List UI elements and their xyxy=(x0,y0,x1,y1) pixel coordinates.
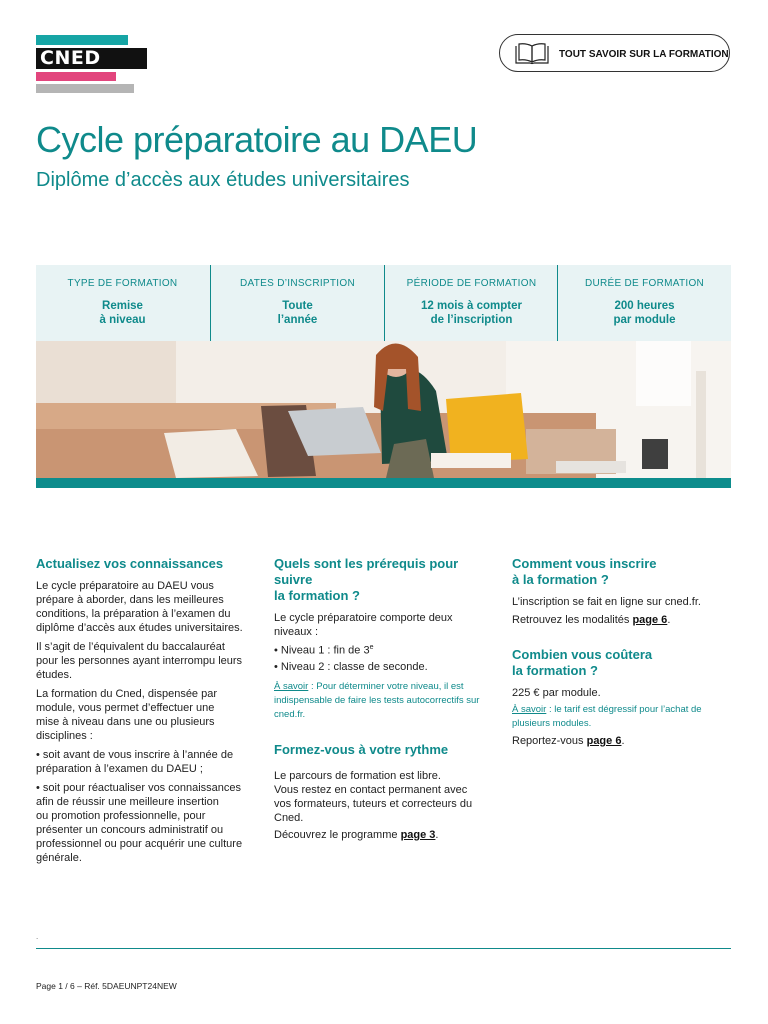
niveau-1-text: • Niveau 1 : fin de 3 xyxy=(274,644,370,657)
text-line: diplôme d’accès aux études universitaires. xyxy=(36,622,243,634)
text-line: vos formateurs, tuteurs et correcteurs du xyxy=(274,797,473,810)
heading-prerequis xyxy=(274,556,499,604)
niveau-1-sup: e xyxy=(369,644,374,651)
heading-line: la formation ? xyxy=(512,663,598,678)
note-text: indispensable de faire les tests autocorrectifs sur xyxy=(274,694,480,706)
text-line: • soit avant de vous inscrire à l’année de xyxy=(36,749,234,761)
footer-dot: . xyxy=(36,932,39,941)
text-line: Le cycle préparatoire comporte deux xyxy=(274,612,453,624)
reportez-line xyxy=(512,734,737,748)
photo-underline xyxy=(36,478,731,488)
text-line: niveaux : xyxy=(274,626,319,638)
text-line: Le cycle préparatoire au DAEU vous xyxy=(36,580,214,592)
heading-line: Comment vous inscrire xyxy=(512,556,657,571)
info-type-head: TYPE DE FORMATION xyxy=(67,278,178,289)
inscription-text: L’inscription se fait en ligne sur cned.fr. xyxy=(512,596,701,608)
cned-logo: CNED xyxy=(40,47,101,69)
page-subtitle: Diplôme d’accès aux études universitaires xyxy=(36,169,410,191)
text-line: préparation à l’examen du DAEU ; xyxy=(36,763,203,775)
text-line: Le parcours de formation est libre. xyxy=(274,769,441,782)
text-line: professionnel ou pour acquérir une culture xyxy=(36,838,243,850)
programme-end: . xyxy=(435,828,439,841)
heading-actualisez: Actualisez vos connaissances xyxy=(36,556,224,571)
a-savoir-label: À savoir xyxy=(274,680,309,692)
logo-bar-teal xyxy=(36,35,128,45)
heading-line: Quels sont les prérequis pour suivre xyxy=(274,556,459,587)
open-book-icon xyxy=(514,43,550,65)
reportez-text: Reportez-vous xyxy=(512,735,587,747)
info-duree-head: DURÉE DE FORMATION xyxy=(584,278,705,289)
heading-rythme: Formez-vous à votre rythme xyxy=(274,741,449,757)
heading-inscription xyxy=(512,556,737,588)
modalites-text: Retrouvez les modalités xyxy=(512,614,633,626)
text-line: générale. xyxy=(36,852,82,864)
info-dates-head: DATES D’INSCRIPTION xyxy=(240,278,355,289)
hero-photo xyxy=(36,341,731,478)
footer-divider xyxy=(36,948,731,949)
text-line: Cned. xyxy=(274,811,304,824)
text-line: prépare à aborder, dans les meilleures xyxy=(36,594,224,606)
info-type-line2: à niveau xyxy=(99,314,146,326)
programme-line xyxy=(274,828,499,842)
logo-bar-pink xyxy=(36,72,116,81)
note-text: : Pour déterminer votre niveau, il est xyxy=(308,680,464,692)
text-line: disciplines : xyxy=(36,730,93,742)
logo-bar-grey xyxy=(36,84,134,93)
text-line: ou promotion professionnelle, pour xyxy=(36,810,206,822)
niveau-2: • Niveau 2 : classe de seconde. xyxy=(274,660,428,673)
text-line: mise à niveau dans une ou plusieurs xyxy=(36,716,215,728)
text-line: La formation du Cned, dispensée par xyxy=(36,688,218,700)
programme-page-link[interactable]: page 3 xyxy=(400,828,436,841)
text-line: afin de réussir une meilleure insertion xyxy=(36,796,219,808)
text-line: • soit pour réactualiser vos connaissances xyxy=(36,782,242,794)
text-line: pour les personnes ayant interrompu leurs xyxy=(36,655,243,667)
info-type-line1: Remise xyxy=(102,300,143,312)
info-periode-line2: de l’inscription xyxy=(430,314,513,326)
a-savoir-label: À savoir xyxy=(512,704,547,715)
col-prerequis xyxy=(274,556,499,842)
text-line: module, vous permet d’effectuer une xyxy=(36,702,215,714)
info-periode-line1: 12 mois à compter xyxy=(421,300,522,312)
text-line: Vous restez en contact permanent avec xyxy=(274,783,468,796)
modalites-end: . xyxy=(667,614,671,626)
note-tarif xyxy=(512,703,737,731)
reportez-end: . xyxy=(621,735,625,747)
col-inscription xyxy=(512,556,737,748)
info-dates-line2: l’année xyxy=(277,314,318,326)
note-a-savoir xyxy=(274,680,499,722)
tarif-page-link[interactable]: page 6 xyxy=(586,735,622,747)
note-text: : le tarif est dégressif pour l’achat de xyxy=(546,704,702,715)
col-actualisez xyxy=(36,556,261,865)
text-line: conditions, la préparation à l’examen du xyxy=(36,608,231,620)
modalites-page-link[interactable]: page 6 xyxy=(632,614,668,626)
page-reference: Page 1 / 6 – Réf. 5DAEUNPT24NEW xyxy=(36,981,177,991)
price-text: 225 € par module. xyxy=(512,687,601,699)
info-dates xyxy=(211,265,384,341)
text-line: présenter un concours administratif ou xyxy=(36,824,224,836)
note-text: plusieurs modules. xyxy=(512,718,592,729)
info-periode xyxy=(385,265,558,341)
tout-savoir-label[interactable]: TOUT SAVOIR SUR LA FORMATION xyxy=(559,49,729,60)
heading-cout xyxy=(512,647,737,679)
note-text: cned.fr. xyxy=(274,708,306,720)
heading-line: Combien vous coûtera xyxy=(512,647,653,662)
heading-line: à la formation ? xyxy=(512,572,609,587)
info-duree xyxy=(558,265,731,341)
page-title: Cycle préparatoire au DAEU xyxy=(36,119,478,160)
info-dates-line1: Toute xyxy=(282,300,313,312)
text-line: Il s’agit de l’équivalent du baccalauréat xyxy=(36,641,225,653)
text-line: études. xyxy=(36,669,73,681)
info-type xyxy=(36,265,209,341)
info-duree-line1: 200 heures xyxy=(614,300,675,312)
info-duree-line2: par module xyxy=(613,314,676,326)
modalites-line xyxy=(512,613,737,627)
heading-line: la formation ? xyxy=(274,588,360,603)
info-periode-head: PÉRIODE DE FORMATION xyxy=(406,278,537,289)
niveau-1 xyxy=(274,641,499,658)
programme-text: Découvrez le programme xyxy=(274,828,401,841)
